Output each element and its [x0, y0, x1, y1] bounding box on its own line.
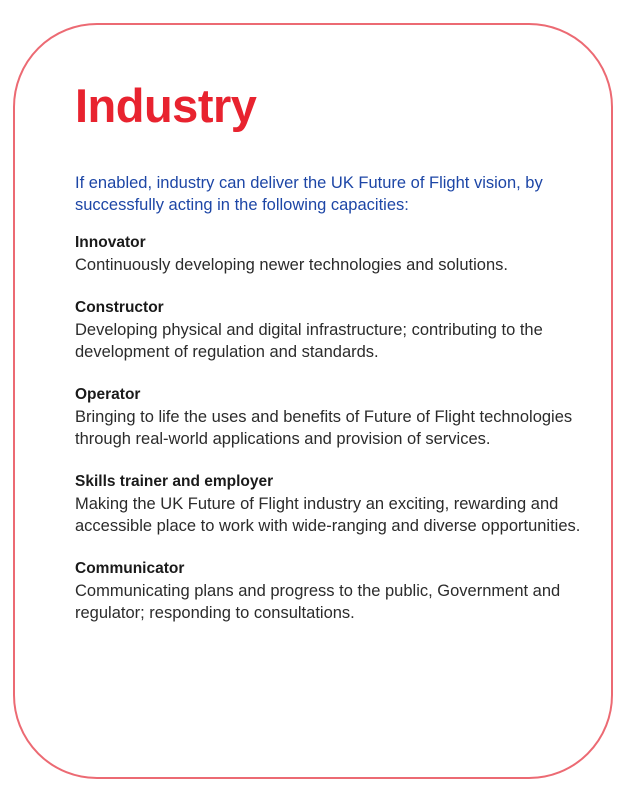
intro-text: If enabled, industry can deliver the UK Future of Flight vision, by successfully acting in the following capacities: — [75, 174, 543, 214]
list-item-communicator — [75, 558, 585, 625]
item-heading: Constructor — [75, 298, 164, 316]
item-description: Continuously developing newer technologies and solutions. — [75, 256, 508, 274]
capacities-list — [75, 232, 585, 645]
list-item-skills-trainer — [75, 471, 585, 538]
item-description: Making the UK Future of Flight industry an exciting, rewarding and accessible place to work with wide-ranging and diverse opportunities. — [75, 494, 581, 535]
list-item-constructor — [75, 297, 585, 364]
page-title: Industry — [75, 79, 257, 132]
item-description: Bringing to life the uses and benefits of Future of Flight technologies through real-world applications and provision of services. — [75, 407, 573, 448]
item-description: Communicating plans and progress to the public, Government and regulator; responding to consultations. — [75, 581, 561, 622]
item-heading: Communicator — [75, 559, 185, 577]
list-item-operator — [75, 384, 585, 451]
item-heading: Skills trainer and employer — [75, 472, 274, 490]
item-description: Developing physical and digital infrastructure; contributing to the development of regulation and standards. — [75, 320, 543, 361]
list-item-innovator — [75, 232, 585, 277]
item-heading: Innovator — [75, 234, 146, 251]
item-heading: Operator — [75, 385, 141, 403]
